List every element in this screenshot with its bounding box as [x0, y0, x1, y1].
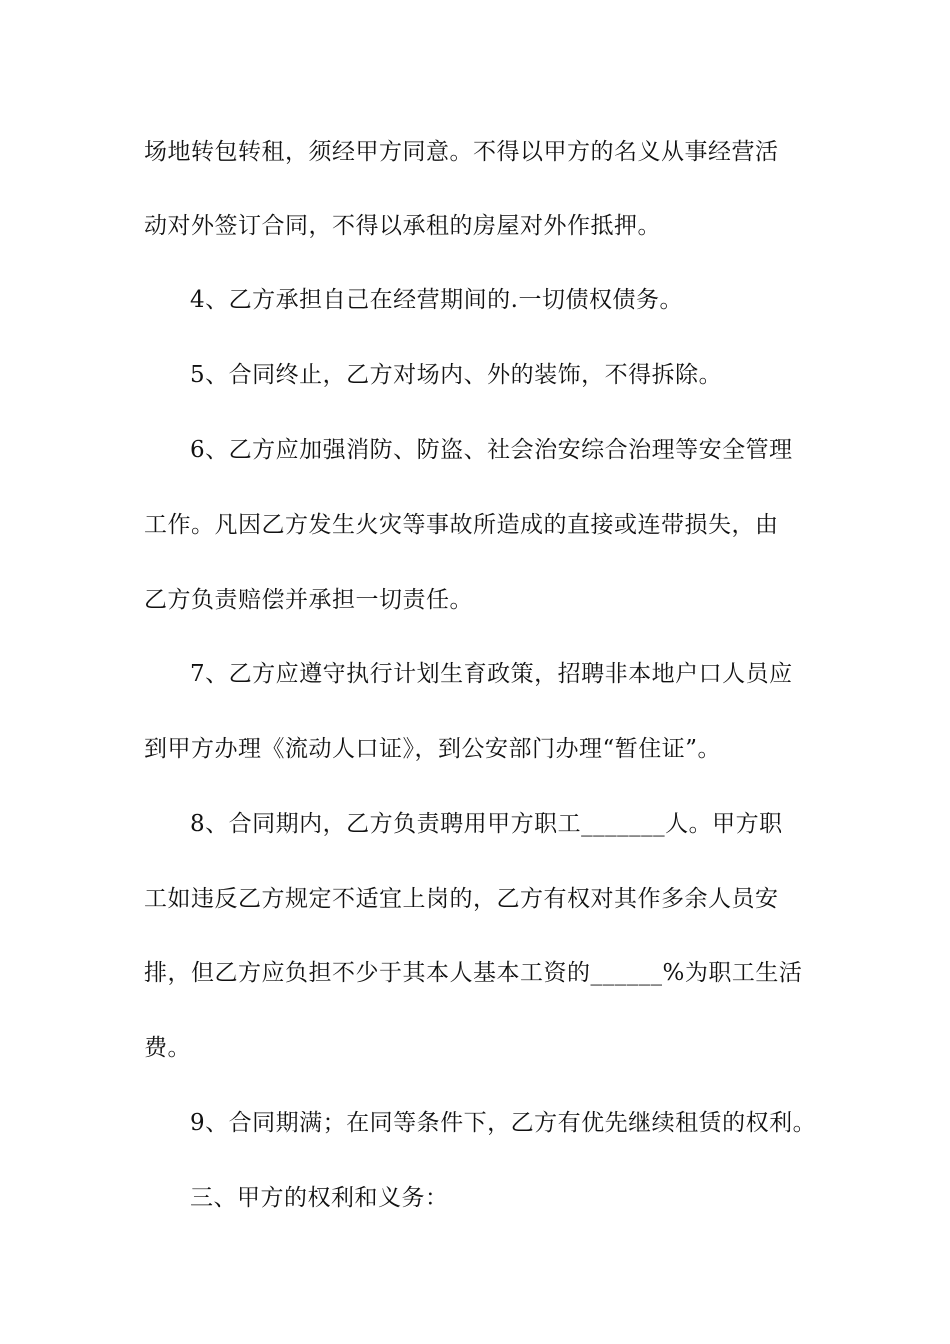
clause-8-line-4: 费。 — [144, 1035, 191, 1061]
clause-7-line-2: 到甲方办理《流动人口证》，到公安部门办理“暂住证”。 — [144, 736, 722, 762]
clause-8-line-1: 8、合同期内，乙方负责聘用甲方职工_______人。甲方职 — [190, 811, 783, 837]
clause-6-line-3: 乙方负责赔偿并承担一切责任。 — [144, 587, 473, 613]
clause-7-line-1: 7、乙方应遵守执行计划生育政策，招聘非本地户口人员应 — [190, 661, 793, 687]
clause-9: 9、合同期满；在同等条件下，乙方有优先继续租赁的权利。 — [190, 1110, 817, 1136]
clause-3-continued-line-1: 场地转包转租，须经甲方同意。不得以甲方的名义从事经营活 — [144, 139, 779, 165]
clause-3-continued-line-2: 动对外签订合同，不得以承租的房屋对外作抵押。 — [144, 213, 661, 239]
clause-5: 5、合同终止，乙方对场内、外的装饰，不得拆除。 — [190, 362, 723, 388]
clause-4: 4、乙方承担自己在经营期间的.一切债权债务。 — [190, 287, 683, 313]
clause-8-line-3: 排，但乙方应负担不少于其本人基本工资的______%为职工生活 — [144, 960, 803, 986]
clause-6-line-2: 工作。凡因乙方发生火灾等事故所造成的直接或连带损失，由 — [144, 512, 779, 538]
section-3-heading: 三、甲方的权利和义务： — [190, 1185, 449, 1211]
clause-6-line-1: 6、乙方应加强消防、防盗、社会治安综合治理等安全管理 — [190, 437, 793, 463]
clause-8-line-2: 工如违反乙方规定不适宜上岗的，乙方有权对其作多余人员安 — [144, 886, 779, 912]
